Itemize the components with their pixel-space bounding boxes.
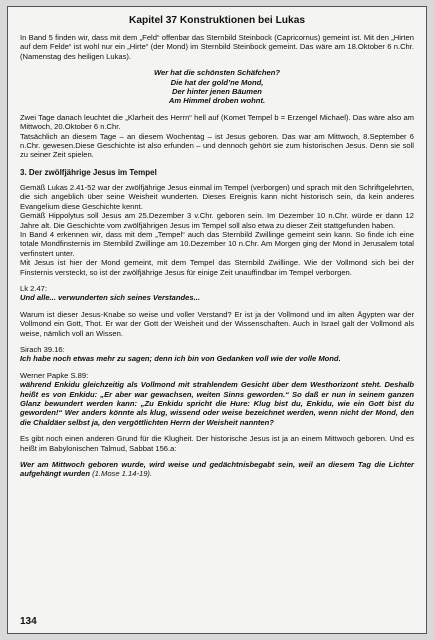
section-paragraph-1: Gemäß Lukas 2.41-52 war der zwölfjährige Jesus einmal im Tempel (verborgen) und sprach mit den Schriftgelehrten, die sich angeblich über seine Weisheit wunderten. Dieses Ereignis kann nicht historisch sein, da kein anderes Evangelium diese Geschichte kennt.: [20, 182, 414, 211]
lk-commentary: Warum ist dieser Jesus-Knabe so weise und voller Verstand? Er ist ja der Vollmond und im alten Ägypten war der Vollmond ein Gott, Thot. Er war der Gott der Weisheit und der Wissenschaften. Auch in Israel galt der Vollmond als weise, nämlich voll an Wissen.: [20, 309, 414, 338]
poem: [20, 68, 414, 106]
book-page: [7, 6, 427, 634]
poem-line: Der hinter jenen Bäumen: [172, 87, 262, 97]
section-paragraph-4: Mit Jesus ist hier der Mond gemeint, mit dem Tempel das Sternbild Zwillinge. Wie der Vollmond sich bei der Finsternis versteckt, so ist der zwölfjährige Jesus für einige Zeit unauffindbar im Tempel verborgen.: [20, 258, 414, 277]
chapter-title: Kapitel 37 Konstruktionen bei Lukas: [128, 15, 306, 26]
talmud-intro: Es gibt noch einen anderen Grund für die Klugheit. Der historische Jesus ist ja an einem Mittwoch geboren. Und es heißt im Babylonischen Talmud, Sabbat 156.a:: [20, 434, 414, 453]
section-heading: 3. Der zwölfjährige Jesus im Tempel: [20, 167, 157, 177]
talmud-quote: [20, 460, 414, 479]
lk-reference: Lk 2.47:: [20, 283, 48, 293]
page-number: 134: [20, 616, 37, 627]
intro-paragraph-1: In Band 5 finden wir, dass mit dem „Feld“ offenbar das Sternbild Steinbock (Capricornus) gemeint ist. Mit den „Hirten auf dem Felde“ ist wohl nur ein „Hirte“ (der Mond) im Sternbild Steinbock gemeint. Das wäre am 18.Oktober 6 n.Chr. (Namenstag des heiligen Lukas).: [20, 33, 414, 61]
talmud-quote-text: Wer am Mittwoch geboren wurde, wird weise und gedächtnisbegabt sein, weil an diesem Tag die Lichter aufgehängt wurden: [20, 460, 414, 479]
poem-line: Wer hat die schönsten Schäfchen?: [153, 68, 281, 78]
lk-quote: Und alle... verwunderten sich seines Verstandes...: [20, 293, 200, 303]
section-paragraph-2: Gemäß Hippolytus soll Jesus am 25.Dezember 3 v.Chr. geboren sein. Im Dezember 10 n.Chr. würde er dann 12 Jahre alt. Die Geschichte vom zwölfjährigen Jesus im Tempel soll also etwa zu dieser Zeit stattgefunden haben.: [20, 211, 414, 230]
section-paragraph-3: In Band 4 erkennen wir, dass mit dem „Tempel“ auch das Sternbild Zwillinge gemeint sein kann. So finde ich eine totale Mondfinsternis im Sternbild Zwillinge am 10.Dezember 10 n.Chr. Am Morgen ging der Mond in Jerusalem total verfinstert unter.: [20, 229, 414, 258]
sirach-reference: Sirach 39.16:: [20, 344, 65, 354]
sirach-quote: Ich habe noch etwas mehr zu sagen; denn ich bin von Gedanken voll wie der volle Mond.: [20, 354, 341, 364]
papke-reference: Werner Papke S.89:: [20, 370, 89, 380]
intro-paragraph-2: Zwei Tage danach leuchtet die „Klarheit des Herrn“ hell auf (Komet Tempel b = Erzengel Michael). Das wäre also am Mittwoch, 20.Oktober 6 n.Chr.: [20, 112, 414, 132]
papke-quote: während Enkidu gleichzeitig als Vollmond mit strahlendem Gesicht über dem Westhorizont steht. Deshalb heißt es von Enkidu: „Er aber war gewachsen, weiten Sinns geworden.“ So daß er nun in seinem ganzen Glanz bewundert werden kann: „Zu Enkidu spricht die Hure: Klug bist du, Enkidu, wie ein Gott bist du geworden!“ Wer anders könnte als klug, wissend oder weise bezeichnet werden, wenn nicht der Mond, den die Chaldäer selbst ja, den vergöttlichten Herrn der Weisheit nannten?: [20, 380, 414, 427]
poem-line: Die hat der gold’ne Mond,: [170, 77, 264, 87]
bible-reference: (1.Mose 1.14-19).: [90, 469, 153, 479]
intro-paragraph-3: Tatsächlich an diesem Tage – an diesem Wochentag – ist Jesus geboren. Das war am Mittwoch, 8.September 6 n.Chr. gewesen.Diese Geschichte ist also erfunden – und dennoch gehört sie zum historischen Jesus. Denn sie soll zu seiner Zeit spielen.: [20, 131, 414, 160]
poem-line: Am Himmel droben wohnt.: [168, 96, 266, 106]
